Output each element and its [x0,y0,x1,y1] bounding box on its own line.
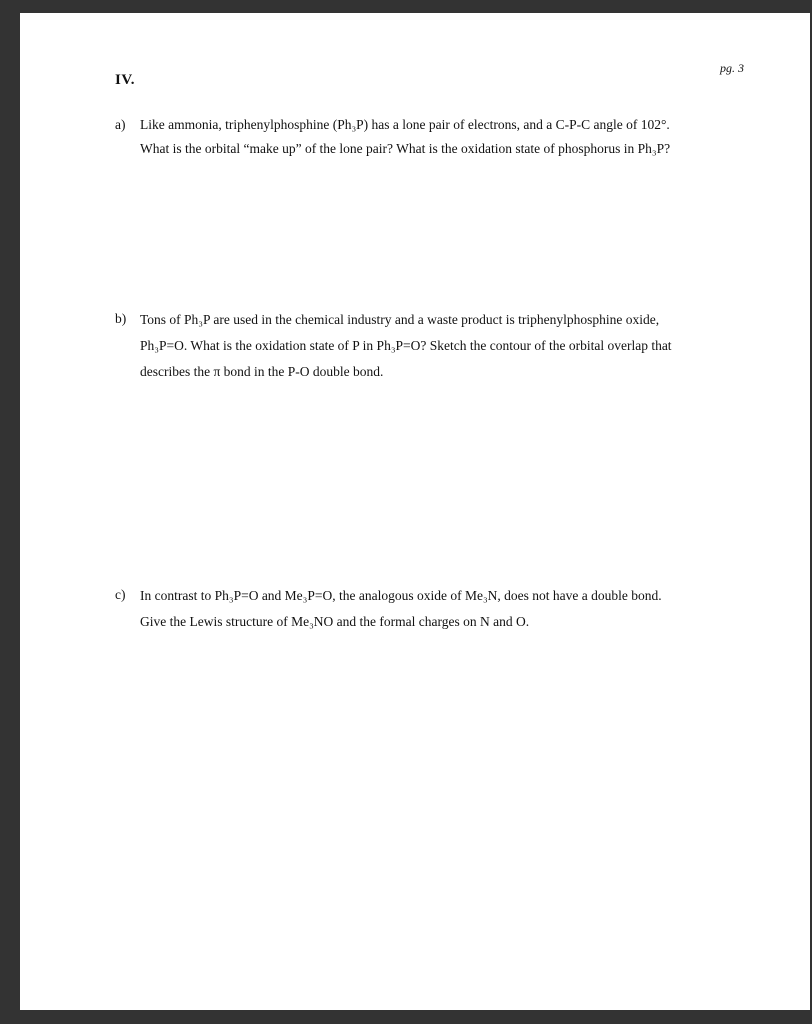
question-b-line-1: Tons of Ph₃P are used in the chemical industry and a waste product is triphenylphosphine oxide, [140,312,660,327]
question-c-line-2: Give the Lewis structure of Me₃NO and the formal charges on N and O. [140,614,530,629]
question-b-marker: b) [115,311,127,326]
document-page [20,13,810,1010]
question-a [115,113,755,161]
page-number: pg. 3 [720,61,744,75]
question-c-text [140,583,755,635]
question-c-marker: c) [115,587,126,602]
question-c-line-1: In contrast to Ph₃P=O and Me₃P=O, the analogous oxide of Me₃N, does not have a double bond. [140,588,662,603]
question-a-marker: a) [115,117,126,132]
section-title: IV. [115,72,135,88]
question-b [115,307,755,385]
question-a-line-1: Like ammonia, triphenylphosphine (Ph₃P) has a lone pair of electrons, and a C-P-C angle of 102°. [140,117,670,132]
question-b-line-3: describes the π bond in the P-O double bond. [140,364,384,379]
question-a-text [140,113,755,161]
question-a-line-2: What is the orbital “make up” of the lone pair? What is the oxidation state of phosphorus in Ph₃P? [140,141,671,156]
question-c [115,583,755,635]
question-b-line-2: Ph₃P=O. What is the oxidation state of P in Ph₃P=O? Sketch the contour of the orbital overlap that [140,338,672,353]
question-b-text [140,307,755,385]
